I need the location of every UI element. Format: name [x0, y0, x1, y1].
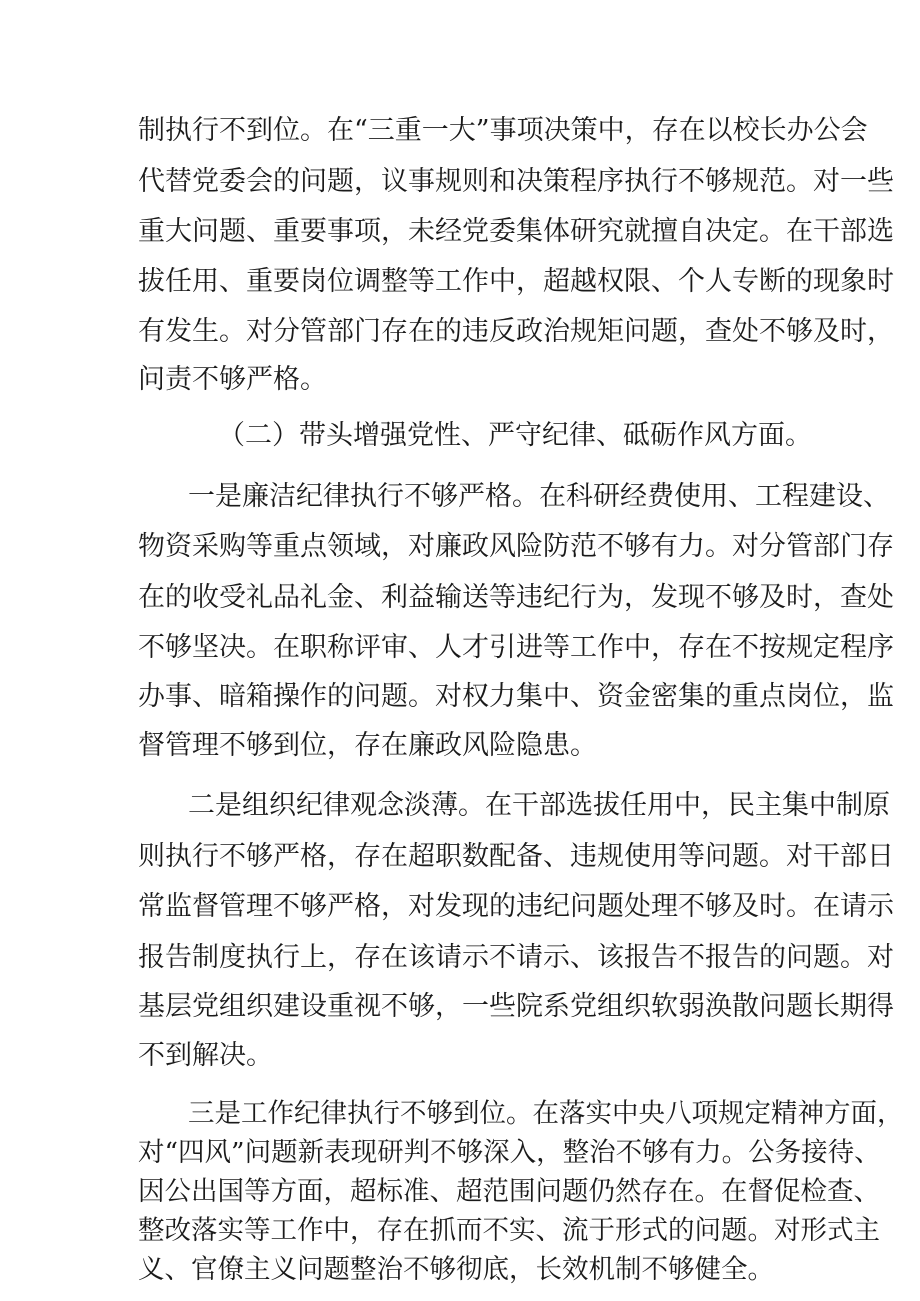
paragraph-line: 义、官僚主义问题整治不够彻底，长效机制不够健全。 [138, 1254, 774, 1285]
paragraph-line: 重大问题、重要事项，未经党委集体研究就擅自决定。在干部选 [138, 216, 894, 247]
paragraph-line: 因公出国等方面，超标准、超范围问题仍然存在。在督促检查、 [138, 1176, 880, 1207]
paragraph-line: 二是组织纪律观念淡薄。在干部选拔任用中，民主集中制原 [188, 790, 890, 821]
paragraph-line: 有发生。对分管部门存在的违反政治规矩问题，查处不够及时， [138, 316, 894, 347]
paragraph-line: 则执行不够严格，存在超职数配备、违规使用等问题。对干部日 [138, 841, 894, 872]
paragraph-line: 对“四风”问题新表现研判不够深入，整治不够有力。公务接待、 [138, 1137, 881, 1168]
section-heading: （二）带头增强党性、严守纪律、砥砺作风方面。 [218, 420, 812, 451]
paragraph-line: 一是廉洁纪律执行不够严格。在科研经费使用、工程建设、 [188, 481, 890, 512]
paragraph-line: 代替党委会的问题，议事规则和决策程序执行不够规范。对一些 [138, 166, 894, 197]
paragraph-line: 办事、暗箱操作的问题。对权力集中、资金密集的重点岗位，监 [138, 681, 894, 712]
paragraph-line: 常监督管理不够严格，对发现的违纪问题处理不够及时。在请示 [138, 891, 894, 922]
paragraph-line: 整改落实等工作中，存在抓而不实、流于形式的问题。对形式主 [138, 1215, 880, 1246]
paragraph-line: 基层党组织建设重视不够，一些院系党组织软弱涣散问题长期得 [138, 991, 894, 1022]
paragraph-line: 物资采购等重点领域，对廉政风险防范不够有力。对分管部门存 [138, 531, 894, 562]
paragraph-line: 报告制度执行上，存在该请示不请示、该报告不报告的问题。对 [138, 942, 894, 973]
paragraph-line: 在的收受礼品礼金、利益输送等违纪行为，发现不够及时，查处 [138, 582, 894, 613]
paragraph-line: 拔任用、重要岗位调整等工作中，超越权限、个人专断的现象时 [138, 266, 894, 297]
paragraph-line: 三是工作纪律执行不够到位。在落实中央八项规定精神方面， [188, 1098, 904, 1129]
paragraph-line: 问责不够严格。 [138, 364, 327, 395]
paragraph-line: 制执行不到位。在“三重一大”事项决策中，存在以校长办公会 [138, 115, 868, 146]
paragraph-line: 不到解决。 [138, 1040, 273, 1071]
paragraph-line: 督管理不够到位，存在廉政风险隐患。 [138, 730, 597, 761]
paragraph-line: 不够坚决。在职称评审、人才引进等工作中，存在不按规定程序 [138, 632, 894, 663]
